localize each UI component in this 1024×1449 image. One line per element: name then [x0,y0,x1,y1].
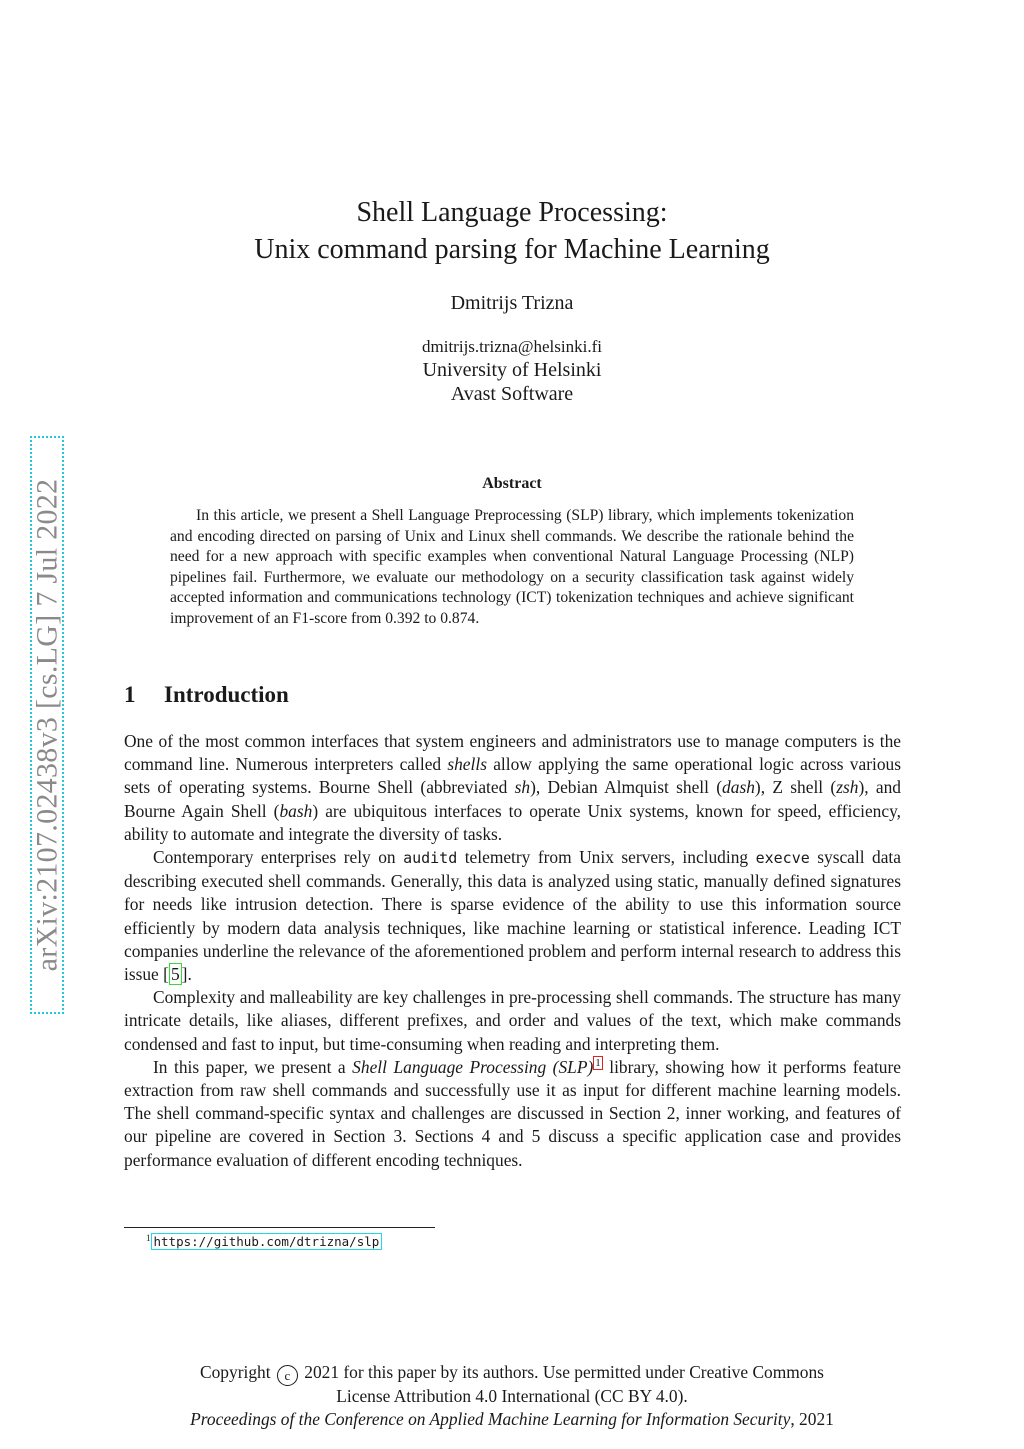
footnote-rule [124,1227,435,1228]
arxiv-stamp[interactable] [30,436,64,1014]
paragraph-3: Complexity and malleability are key challenges in pre-processing shell commands. The structure has many intricate details, like aliases, different prefixes, and order and values of the text, which make commands condensed and fast to input, but time-consuming when reading and interpreting them. [124,987,901,1054]
introduction-body [124,730,901,1172]
abstract-body [170,506,854,630]
paper-title-line2: Unix command parsing for Machine Learning [254,234,770,265]
abstract-text: In this article, we present a Shell Language Preprocessing (SLP) library, which implements tokenization and encoding directed on parsing of Unix and Linux shell commands. We describe the rationale behind the need for a new approach with specific examples when conventional Natural Language Processing (NLP) pipelines fail. Furthermore, we evaluate our methodology on a security classification task against widely accepted information and communications technology (ICT) tokenization techniques and achieve significant improvement of an F1-score from 0.392 to 0.874. [170,507,854,627]
author-name: Dmitrijs Trizna [450,292,574,314]
code-execve: execve [755,849,810,868]
paragraph-4: In this paper, we present a Shell Language Processing (SLP) $^1$ library, showing how it performs feature extraction from raw shell commands and successfully use it as input for different machine learning models. The shell command-specific syntax and challenges are discussed in Section 2, inner working, and features of our pipeline are covered in Section 3. Sections 4 and 5 discuss a specific application case and provides performance evaluation of different encoding techniques. [124,1056,901,1170]
section-number: 1 [124,682,136,707]
footnote-url-link[interactable]: https://github.com/dtrizna/slp [151,1233,383,1250]
arxiv-id: arXiv:2107.02438v3 [cs.LG] 7 Jul 2022 [30,478,63,972]
footnote-mark: 1 [146,1233,151,1243]
section-heading [124,682,289,708]
paragraph-2: Contemporary enterprises rely on auditd telemetry from Unix servers, including execve syscall data describing executed shell commands. Generally, this data is analyzed using static, manually defined signatures for needs like intrusion detection. There is sparse evidence of the ability to use this information source efficiently by modern data analysis techniques, like machine learning or statistical inference. Leading ICT companies underline the relevance of the aforementioned problem and perform internal research to address this issue [ 5 ]. [124,847,901,985]
proceedings-line: Proceedings of the Conference on Applied Machine Learning for Information Security, 2021 [190,1409,834,1429]
citation-link[interactable]: 5 [170,964,180,985]
copyright-line-2: License Attribution 4.0 International (CC BY 4.0). [336,1386,688,1406]
copyright-icon: c [277,1365,298,1386]
author-affiliation-2: Avast Software [450,383,574,405]
author-affiliation-1: University of Helsinki [422,359,602,381]
copyright-line-1: Copyright c 2021 for this paper by its authors. Use permitted under Creative Commons [0,1361,1024,1386]
author-email[interactable]: dmitrijs.trizna@helsinki.fi [422,337,602,356]
paper-title-line1: Shell Language Processing: [356,197,668,228]
footnote-link[interactable]: 1 [595,1057,601,1070]
footnote [146,1233,382,1249]
section-title: Introduction [164,682,289,707]
abstract-heading: Abstract [482,475,542,492]
paragraph-1: One of the most common interfaces that system engineers and administrators use to manage computers is the command line. Numerous interpreters called shells allow applying the same operational logic across various sets of operating systems. Bourne Shell (abbreviated sh), Debian Almquist shell (dash), Z shell (zsh), and Bourne Again Shell (bash) are ubiquitous interfaces to operate Unix systems, known for speed, efficiency, ability to automate and integrate the diversity of tasks. [124,731,901,844]
code-auditd: auditd [403,849,458,868]
